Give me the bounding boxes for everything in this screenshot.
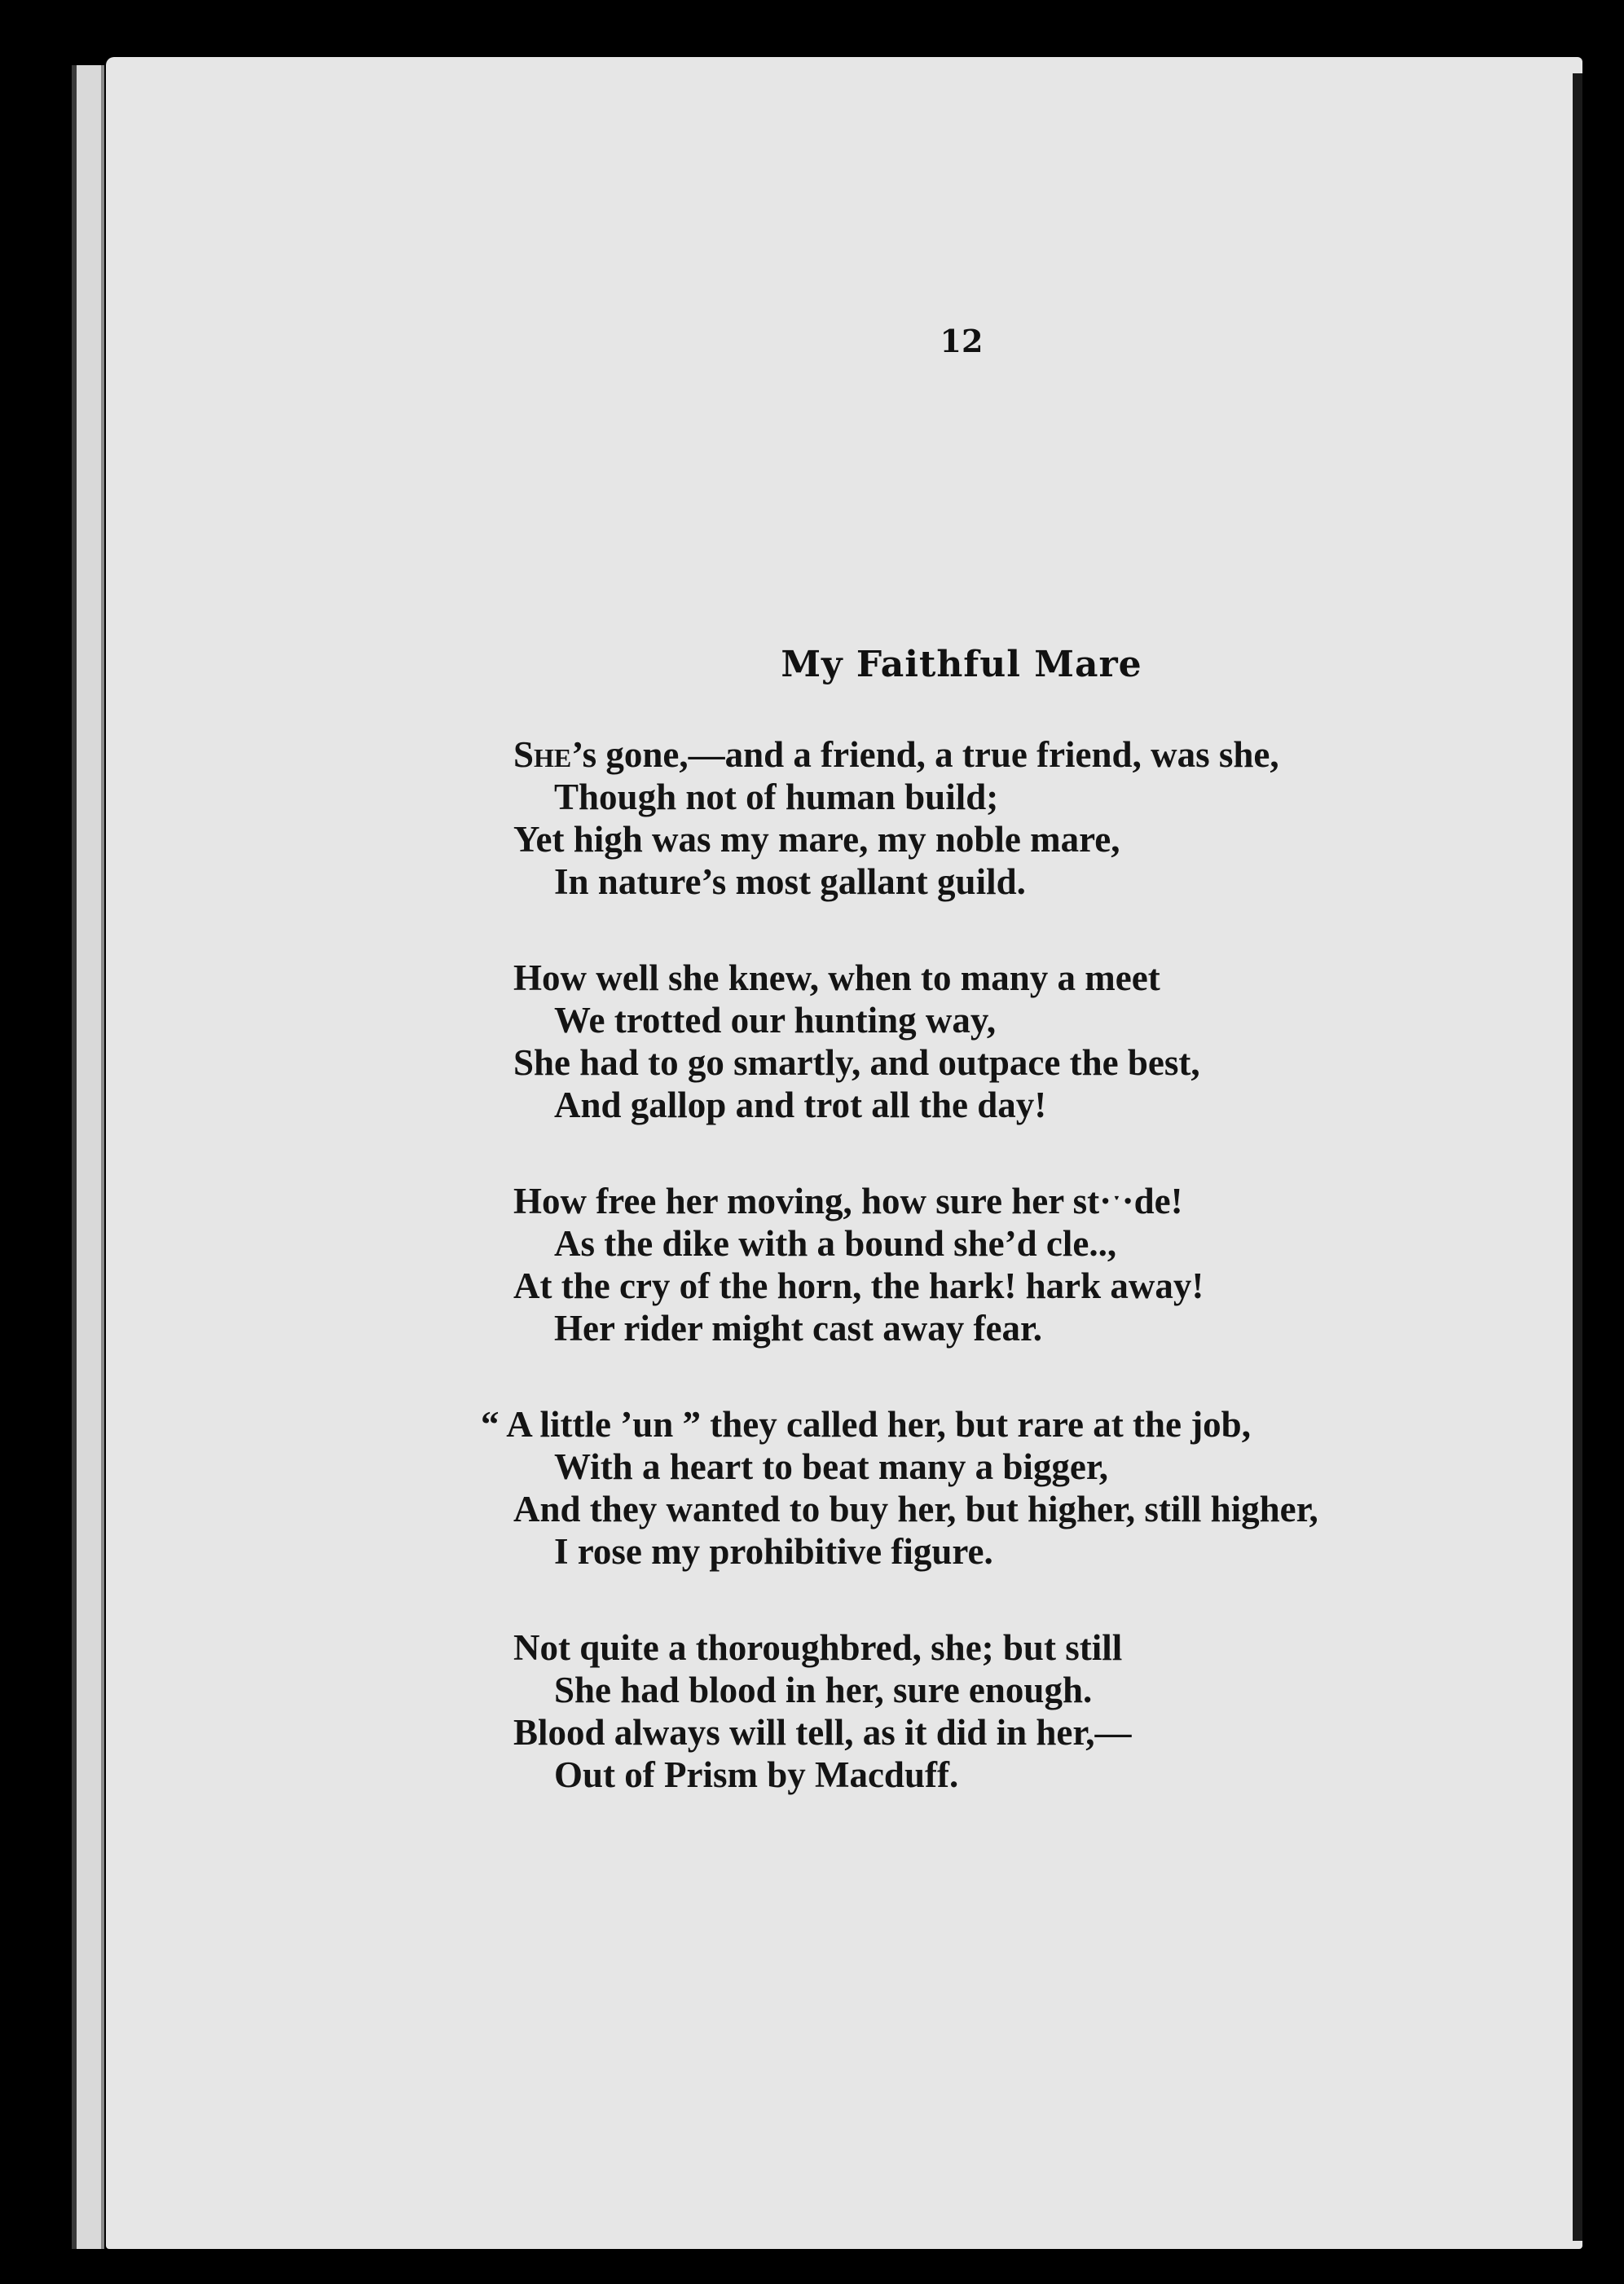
page-number: 12 — [940, 323, 984, 359]
poem-line: Her rider might cast away fear. — [554, 1308, 1043, 1349]
poem-line: Blood always will tell, as it did in her,— — [513, 1712, 1132, 1753]
poem-line-text: As the dike with a bound she’d cle — [554, 1223, 1089, 1264]
poem-line — [513, 1180, 1491, 1222]
poem-line: At the cry of the horn, the hark! hark away! — [513, 1265, 1204, 1306]
poem-body — [481, 733, 1491, 1850]
poem-line: How well she knew, when to many a meet — [513, 957, 1160, 998]
drop-word: She — [513, 734, 572, 775]
poem-line: And they wanted to buy her, but higher, still higher, — [513, 1489, 1318, 1529]
page-right-edge — [1573, 73, 1582, 2241]
stanza-2 — [513, 957, 1491, 1126]
stanza-5 — [513, 1626, 1491, 1796]
stanza-3 — [513, 1180, 1491, 1349]
poem-line: Not quite a thoroughbred, she; but still — [513, 1627, 1123, 1668]
damaged-text: ·ˑ· — [1099, 1181, 1134, 1221]
poem-line: Yet high was my mare, my noble mare, — [513, 819, 1120, 860]
poem-line-text: ’s gone,—and a friend, a true friend, was she, — [571, 734, 1279, 775]
poem-line — [513, 733, 1491, 776]
poem-line: And gallop and trot all the day! — [554, 1085, 1047, 1125]
poem-title: My Faithful Mare — [781, 644, 1142, 685]
poem-line: With a heart to beat many a bigger, — [554, 1446, 1108, 1487]
poem-line: I rose my prohibitive figure. — [554, 1531, 993, 1572]
poem-line-text: , — [1107, 1223, 1117, 1264]
book-spine-edge — [72, 65, 104, 2249]
stanza-1 — [513, 733, 1491, 903]
poem-line-text: How free her moving, how sure her st — [513, 1181, 1100, 1221]
poem-line: Out of Prism by Macduff. — [554, 1754, 959, 1795]
poem-line: In nature’s most gallant guild. — [554, 861, 1026, 902]
damaged-text: .. — [1089, 1223, 1107, 1264]
poem-line: Though not of human build; — [554, 777, 999, 817]
stanza-4 — [481, 1403, 1491, 1573]
poem-line: She had blood in her, sure enough. — [554, 1670, 1093, 1710]
poem-line — [513, 1222, 1491, 1265]
poem-line-text: de! — [1133, 1181, 1183, 1221]
poem-line: We trotted our hunting way, — [554, 1000, 997, 1041]
poem-line: She had to go smartly, and outpace the best, — [513, 1042, 1200, 1083]
poem-line: “ A little ’un ” they called her, but rare at the job, — [481, 1404, 1251, 1445]
